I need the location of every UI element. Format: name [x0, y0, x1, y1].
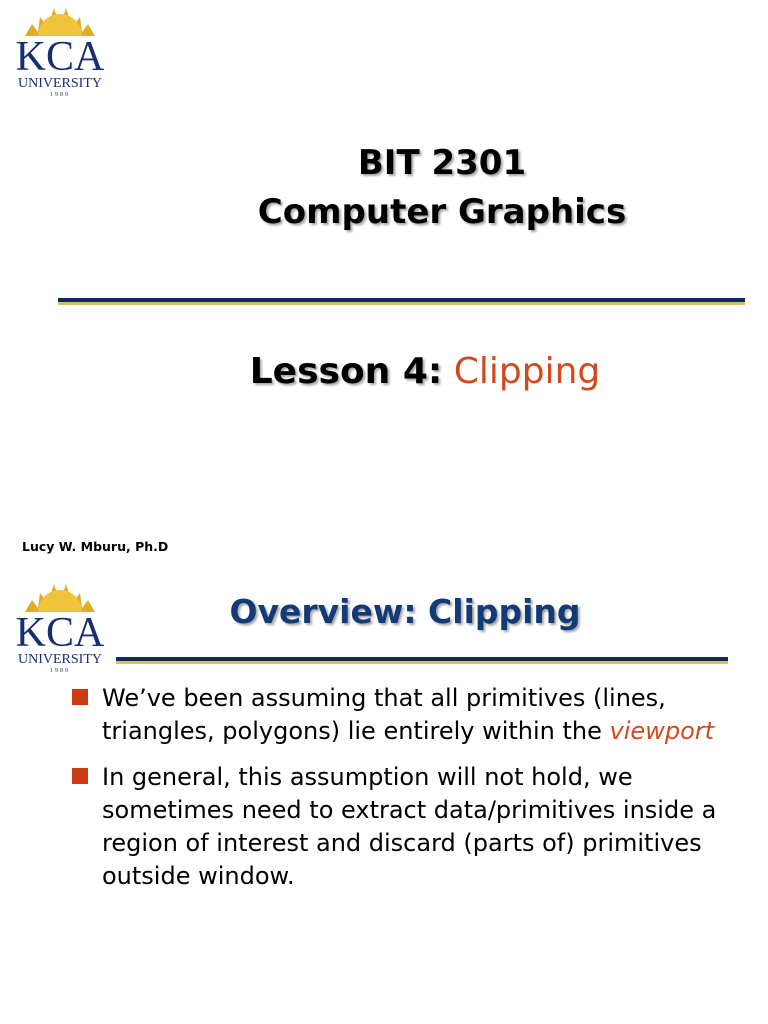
overview-slide	[0, 570, 768, 1024]
square-bullet-icon	[72, 768, 88, 784]
logo-year: 1989	[50, 92, 70, 98]
kca-university-logo	[8, 578, 112, 674]
sun-rays-icon	[25, 584, 95, 612]
lesson-topic: Clipping	[453, 351, 601, 392]
sun-rays-icon	[25, 8, 95, 36]
bullet-item	[72, 761, 732, 893]
title-divider	[58, 298, 745, 305]
course-name: Computer Graphics	[257, 192, 627, 232]
bullet-text: We’ve been assuming that all primitives (lines, triangles, polygons) lie entirely within the	[102, 684, 666, 745]
course-code: BIT 2301	[357, 143, 527, 183]
logo-word: UNIVERSITY	[18, 76, 102, 91]
course-title	[200, 139, 684, 237]
author-name: Lucy W. Mburu, Ph.D	[22, 539, 169, 554]
logo-word: UNIVERSITY	[18, 652, 102, 667]
square-bullet-icon	[72, 689, 88, 705]
bullet-text: In general, this assumption will not hold, we sometimes need to extract data/primitives inside a region of interest and discard (parts of) primitives outside window.	[102, 763, 717, 890]
bullet-item	[72, 682, 732, 748]
overview-divider	[116, 657, 728, 664]
logo-year: 1989	[50, 668, 70, 674]
lesson-heading	[150, 347, 700, 397]
bullet-emphasis: viewport	[609, 717, 715, 745]
bullet-list	[72, 682, 732, 906]
lesson-label: Lesson 4:	[249, 351, 443, 392]
kca-university-logo	[8, 2, 112, 98]
logo-letters: KCA	[15, 34, 105, 80]
overview-title: Overview: Clipping	[229, 592, 581, 631]
logo-letters: KCA	[15, 610, 105, 656]
